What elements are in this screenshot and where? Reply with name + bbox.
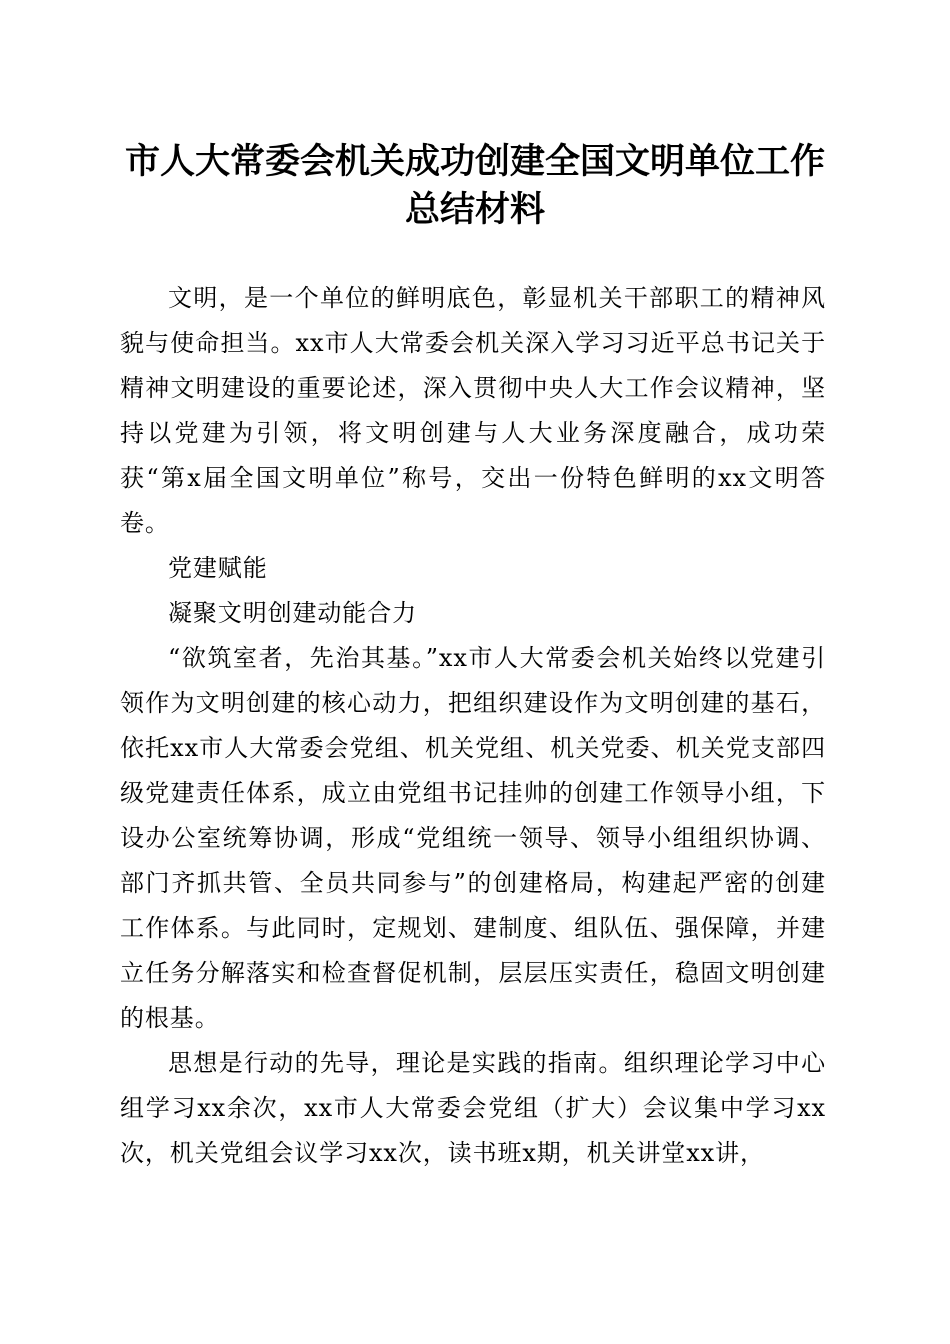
paragraph-intro: 文明，是一个单位的鲜明底色，彰显机关干部职工的精神风貌与使命担当。xx市人大常委会机关深入学习习近平总书记关于精神文明建设的重要论述，深入贯彻中央人大工作会议精神，坚持以党建为引领，将文明创建与人大业务深度融合，成功荣获“第x届全国文明单位”称号，交出一份特色鲜明的xx文明答卷。 bbox=[120, 284, 826, 537]
section-subheading: 凝聚文明创建动能合力 bbox=[168, 599, 417, 627]
section-heading: 党建赋能 bbox=[168, 554, 268, 582]
document-body bbox=[120, 276, 826, 1176]
paragraph-theory-study: 思想是行动的先导，理论是实践的指南。组织理论学习中心组学习xx余次，xx市人大常委会党组（扩大）会议集中学习xx次，机关党组会议学习xx次，读书班x期，机关讲堂xx讲， bbox=[120, 1049, 826, 1167]
title-line-2: 总结材料 bbox=[404, 189, 545, 230]
title-line-1: 市人大常委会机关成功创建全国文明单位工作 bbox=[124, 141, 825, 182]
document-title bbox=[100, 138, 850, 234]
paragraph-party-building: “欲筑室者，先治其基。”xx市人大常委会机关始终以党建引领作为文明创建的核心动力，把组织建设作为文明创建的基石，依托xx市人大常委会党组、机关党组、机关党委、机关党支部四级党建责任体系，成立由党组书记挂帅的创建工作领导小组，下设办公室统筹协调，形成“党组统一领导、领导小组组织协调、部门齐抓共管、全员共同参与”的创建格局，构建起严密的创建工作体系。与此同时，定规划、建制度、组队伍、强保障，并建立任务分解落实和检查督促机制，层层压实责任，稳固文明创建的根基。 bbox=[120, 644, 826, 1032]
